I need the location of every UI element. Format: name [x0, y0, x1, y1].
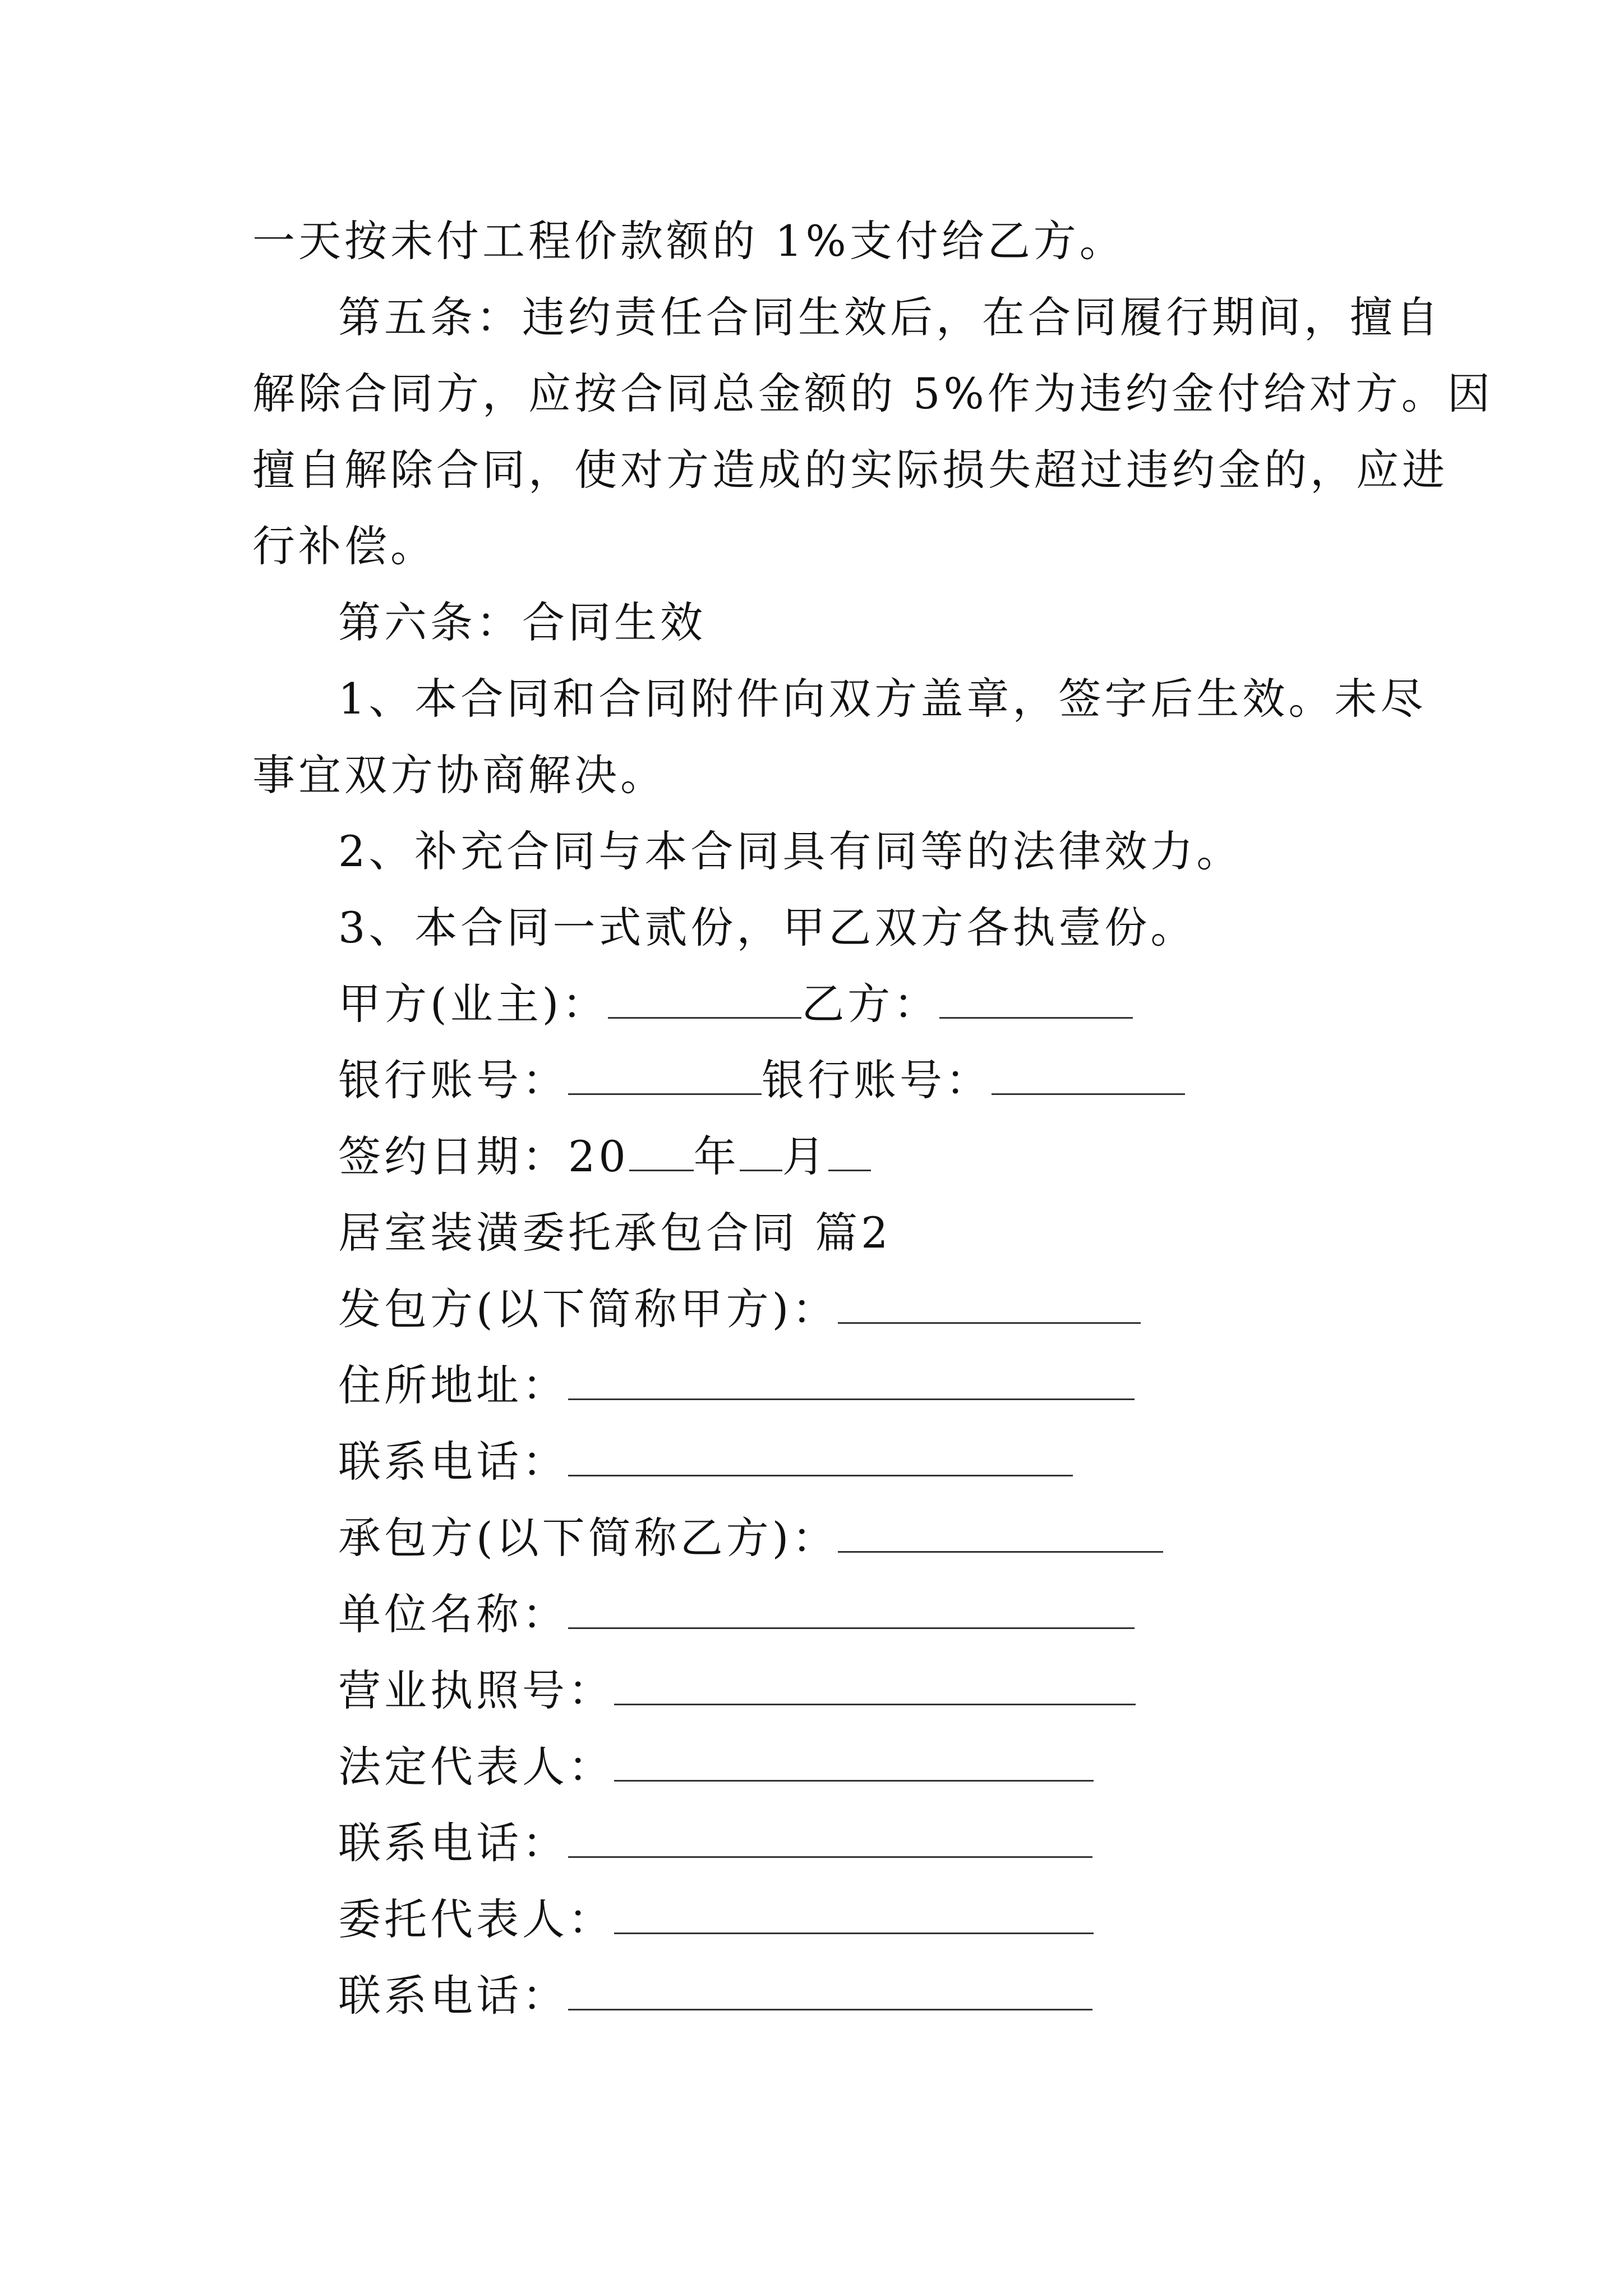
clause-six-heading: 第六条：合同生效 — [338, 597, 706, 647]
paragraph-line: 1、本合同和合同附件向双方盖章，签字后生效。未尽 — [338, 674, 1427, 724]
bank-account-row — [338, 1052, 1185, 1108]
paragraph-line: 擅自解除合同，使对方造成的实际损失超过违约金的，应进 — [252, 445, 1448, 495]
bank-account-label-b: 银行账号： — [762, 1055, 992, 1105]
authorized-representative-label: 委托代表人： — [338, 1894, 614, 1944]
year-blank[interactable] — [629, 1134, 694, 1171]
bank-account-a-blank[interactable] — [568, 1057, 762, 1095]
phone-label: 联系电话： — [338, 1818, 568, 1868]
clause-five-line: 第五条：违约责任合同生效后，在合同履行期间，擅自 — [338, 292, 1442, 342]
form-field-row — [338, 1968, 1092, 2024]
employer-blank[interactable] — [838, 1286, 1141, 1324]
party-a-label: 甲方(业主)： — [338, 979, 608, 1029]
legal-representative-blank[interactable] — [614, 1744, 1094, 1782]
date-label: 签约日期：20 — [338, 1131, 629, 1181]
paragraph-line: 解除合同方，应按合同总金额的 5%作为违约金付给对方。因 — [252, 369, 1493, 418]
month-blank[interactable] — [740, 1134, 782, 1171]
party-signature-row — [338, 976, 1133, 1032]
paragraph-line: 3、本合同一式贰份，甲乙双方各执壹份。 — [338, 903, 1197, 953]
license-number-label: 营业执照号： — [338, 1665, 614, 1715]
contractor-blank[interactable] — [838, 1515, 1163, 1553]
form-field-row — [338, 1434, 1073, 1490]
address-blank[interactable] — [568, 1363, 1135, 1400]
party-b-label: 乙方： — [801, 979, 940, 1029]
paragraph-line: 事宜双方协商解决。 — [252, 750, 666, 800]
phone-label: 联系电话： — [338, 1437, 568, 1487]
phone-blank[interactable] — [568, 1973, 1092, 2010]
form-field-row — [338, 1586, 1135, 1642]
bank-account-b-blank[interactable] — [992, 1057, 1185, 1095]
paragraph-line: 一天按未付工程价款额的 1%支付给乙方。 — [252, 216, 1126, 266]
day-blank[interactable] — [828, 1134, 871, 1171]
paragraph-line: 行补偿。 — [252, 521, 436, 571]
phone-blank[interactable] — [568, 1439, 1073, 1476]
year-label: 年 — [693, 1131, 740, 1181]
month-label: 月 — [782, 1131, 828, 1181]
legal-representative-label: 法定代表人： — [338, 1742, 614, 1792]
employer-label: 发包方(以下简称甲方)： — [338, 1284, 838, 1334]
party-a-blank[interactable] — [608, 981, 801, 1019]
company-name-blank[interactable] — [568, 1591, 1135, 1629]
form-field-row — [338, 1663, 1136, 1719]
company-name-label: 单位名称： — [338, 1589, 568, 1639]
signing-date-row — [338, 1129, 871, 1185]
address-label: 住所地址： — [338, 1360, 568, 1410]
phone-blank[interactable] — [568, 1820, 1092, 1858]
form-field-row — [338, 1358, 1135, 1414]
phone-label: 联系电话： — [338, 1971, 568, 2021]
contractor-label: 承包方(以下简称乙方)： — [338, 1513, 838, 1563]
form-field-row — [338, 1510, 1163, 1566]
section-title: 居室装潢委托承包合同 篇2 — [338, 1208, 892, 1258]
authorized-representative-blank[interactable] — [614, 1897, 1094, 1934]
paragraph-line: 2、补充合同与本合同具有同等的法律效力。 — [338, 826, 1243, 876]
party-b-blank[interactable] — [939, 981, 1133, 1019]
bank-account-label-a: 银行账号： — [338, 1055, 568, 1105]
license-number-blank[interactable] — [614, 1668, 1136, 1705]
form-field-row — [338, 1739, 1094, 1795]
form-field-row — [338, 1815, 1092, 1871]
form-field-row — [338, 1281, 1141, 1337]
form-field-row — [338, 1892, 1094, 1948]
